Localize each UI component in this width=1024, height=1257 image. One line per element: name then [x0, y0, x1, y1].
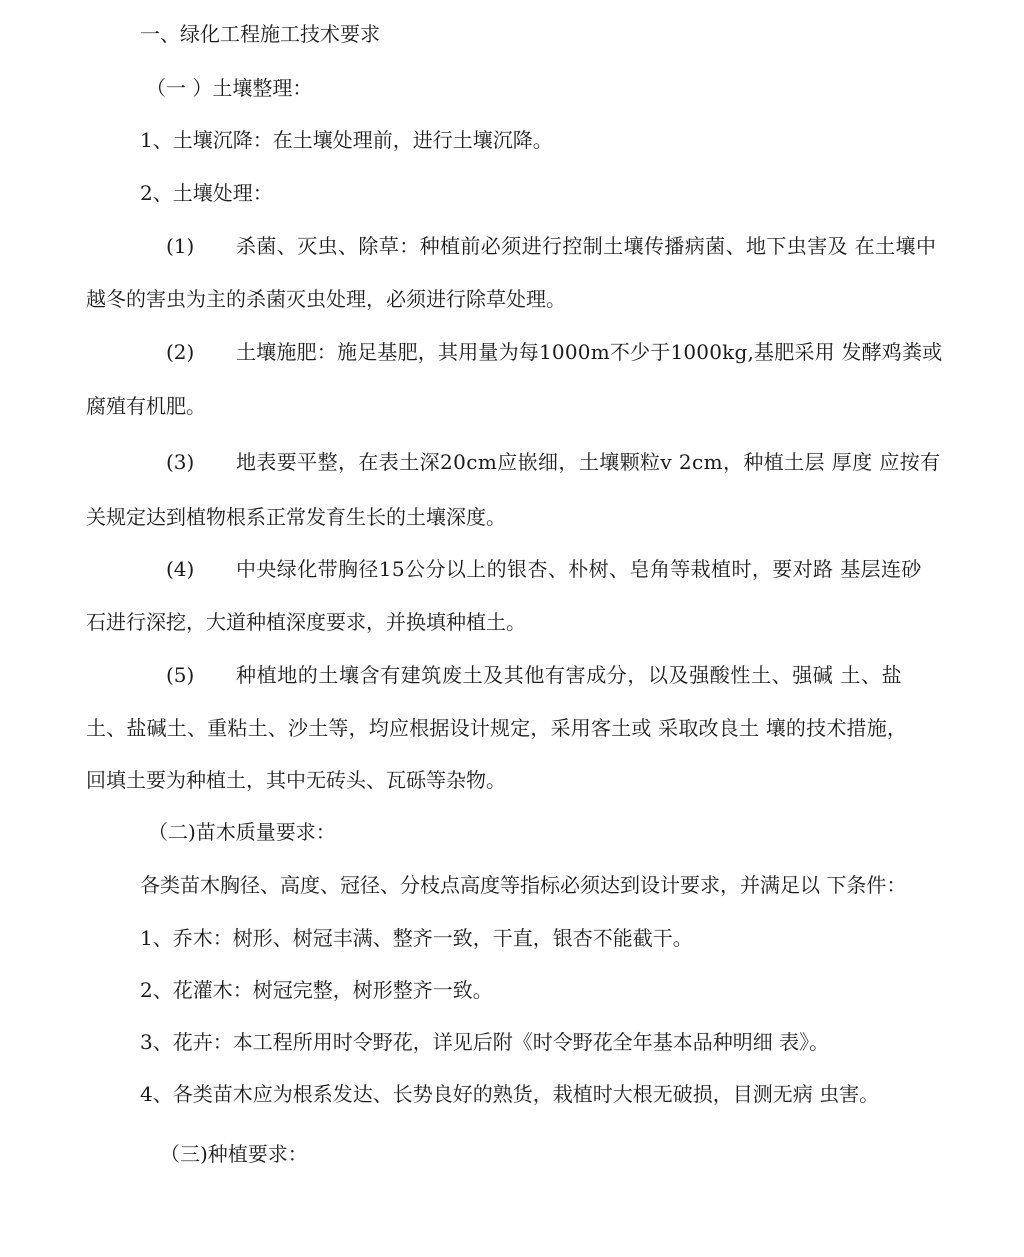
- para-text: 中央绿化带胸径15公分以上的银杏、朴树、皂角等栽植时，要对路 基层连砂: [236, 557, 922, 581]
- item-trees: 1、乔木：树形、树冠丰满、整齐一致，干直，银杏不能截干。: [140, 926, 693, 950]
- para-text: 地表要平整，在表土深20cm应嵌细，土壤颗粒v 2cm，种植土层 厚度 应按有: [236, 450, 941, 474]
- item-seedling-quality: 4、各类苗木应为根系发达、长势良好的熟货，栽植时大根无破损，目测无病 虫害。: [140, 1082, 880, 1106]
- para-text: 越冬的害虫为主的杀菌灭虫处理，必须进行除草处理。: [86, 287, 566, 311]
- para-text: 关规定达到植物根系正常发育生长的土壤深度。: [86, 505, 506, 529]
- para-text: 回填土要为种植土，其中无砖头、瓦砾等杂物。: [86, 768, 506, 792]
- para-number: (1): [166, 234, 195, 258]
- section-heading-soil: （一 ）土壤整理：: [146, 76, 313, 100]
- para-number: (5): [166, 663, 195, 687]
- para-text: 种植地的土壤含有建筑废土及其他有害成分，以及强酸性土、强碱 土、盐: [236, 663, 903, 687]
- item-soil-treatment: 2、土壤处理：: [140, 181, 273, 205]
- item-shrubs: 2、花灌木：树冠完整，树形整齐一致。: [140, 978, 493, 1002]
- para-text: 石进行深挖，大道种植深度要求，并换填种植土。: [86, 610, 526, 634]
- seedlings-intro: 各类苗木胸径、高度、冠径、分枝点高度等指标必须达到设计要求，并满足以 下条件：: [140, 873, 907, 897]
- para-text: 土、盐碱土、重粘土、沙土等，均应根据设计规定，采用客土或 采取改良土 壤的技术措施，: [86, 716, 908, 740]
- section-heading-planting: （三)种植要求：: [160, 1142, 308, 1166]
- para-number: (2): [166, 340, 195, 364]
- document-title: 一、绿化工程施工技术要求: [140, 22, 380, 46]
- para-text: 腐殖有机肥。: [86, 394, 206, 418]
- item-flowers: 3、花卉：本工程所用时令野花，详见后附《时令野花全年基本品种明细 表》。: [140, 1030, 830, 1054]
- para-number: (3): [166, 450, 195, 474]
- para-text: 土壤施肥：施足基肥，其用量为每1000m不少于1000kg,基肥采用 发酵鸡粪或: [236, 340, 943, 364]
- para-text: 杀菌、灭虫、除草：种植前必须进行控制土壤传播病菌、地下虫害及 在土壤中: [236, 234, 937, 258]
- section-heading-seedlings: （二)苗木质量要求：: [148, 820, 336, 844]
- item-soil-settlement: 1、土壤沉降：在土壤处理前，进行土壤沉降。: [140, 128, 553, 152]
- para-number: (4): [166, 557, 195, 581]
